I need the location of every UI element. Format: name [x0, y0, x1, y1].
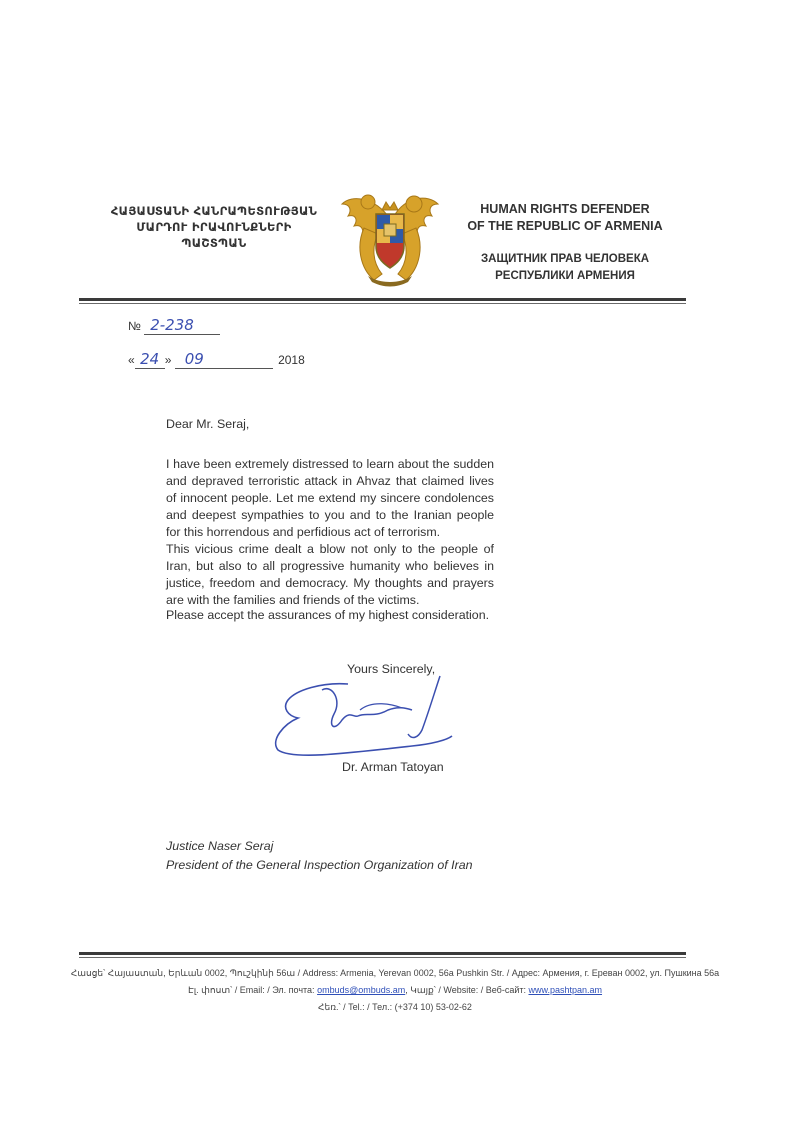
footer-divider-thin — [79, 957, 686, 958]
footer-website-prefix: , Կայք՝ / Website: / Веб-сайт: — [405, 985, 529, 995]
footer-address: Հասցե՝ Հայաստան, Երևան 0002, Պուշկինի 56ա / Address: Armenia, Yerevan 0002, 56a Pushkin Str. / Адрес: Армения, г. Ереван 0002, ул. Пушкина 56а — [70, 968, 720, 978]
closing: Yours Sincerely, — [347, 662, 436, 676]
date-close-quote: » — [164, 353, 172, 367]
recipient-title: President of the General Inspection Organization of Iran — [166, 858, 473, 872]
date-open-quote: « — [128, 353, 135, 367]
footer-website-link[interactable]: www.pashtpan.am — [528, 985, 603, 995]
header-armenian-line-1: ՀԱՅԱՍՏԱՆԻ ՀԱՆՐԱՊԵՏՈՒԹՅԱՆ — [110, 204, 318, 218]
handwritten-number: 2-238 — [144, 316, 220, 335]
footer-contacts — [60, 982, 730, 999]
header-armenian — [96, 203, 332, 251]
signatory-name: Dr. Arman Tatoyan — [342, 760, 444, 774]
date-year: 2018 — [278, 353, 305, 367]
header-russian — [455, 251, 675, 285]
paragraph-1: I have been extremely distressed to learn about the sudden and depraved terroristic attack in Ahvaz that claimed lives of innocent people. Let me extend my sincere condolences and deepest sympathies to you and to the Iranian people for this horrendous and perfidious act of terrorism. — [166, 457, 494, 539]
footer-divider-thick — [79, 952, 686, 955]
recipient-name: Justice Naser Seraj — [166, 839, 274, 853]
salutation: Dear Mr. Seraj, — [166, 417, 250, 431]
paragraph-2: This vicious crime dealt a blow not only to the people of Iran, but also to all progressive humanity who believes in justice, freedom and democracy. My thoughts and prayers are with the families and friends of the victims. — [166, 542, 494, 607]
recipient — [166, 837, 473, 875]
coat-of-arms-emblem — [338, 188, 442, 288]
header-english-line-1: HUMAN RIGHTS DEFENDER — [480, 202, 650, 216]
paragraph-3: Please accept the assurances of my highest consideration. — [166, 608, 490, 622]
signature — [262, 670, 462, 770]
number-prefix: № — [128, 319, 141, 333]
footer-phone: Հեռ.՝ / Tel.: / Тел.: (+374 10) 53-02-62 — [318, 1002, 472, 1012]
reference-number — [128, 316, 220, 335]
header-armenian-line-3: ՊԱՇՏՊԱՆ — [181, 236, 247, 250]
header-armenian-line-2: ՄԱՐԴՈՒ ԻՐԱՎՈՒՆՔՆԵՐԻ — [136, 220, 292, 234]
header-english — [455, 201, 675, 235]
footer — [60, 965, 730, 1016]
footer-email-prefix: Էլ. փոստ՝ / Email: / Эл. почта: — [187, 985, 318, 995]
header-russian-line-1: ЗАЩИТНИК ПРАВ ЧЕЛОВЕКА — [480, 253, 650, 265]
reference-date — [128, 350, 305, 369]
footer-email-link[interactable]: ombuds@ombuds.am — [317, 985, 406, 995]
header-english-line-2: OF THE REPUBLIC OF ARMENIA — [467, 219, 663, 233]
header-divider-thin — [79, 303, 686, 304]
handwritten-day: 24 — [135, 350, 165, 369]
header-russian-line-2: РЕСПУБЛИКИ АРМЕНИЯ — [495, 270, 635, 282]
header-divider-thick — [79, 298, 686, 301]
handwritten-month: 09 — [175, 350, 273, 369]
